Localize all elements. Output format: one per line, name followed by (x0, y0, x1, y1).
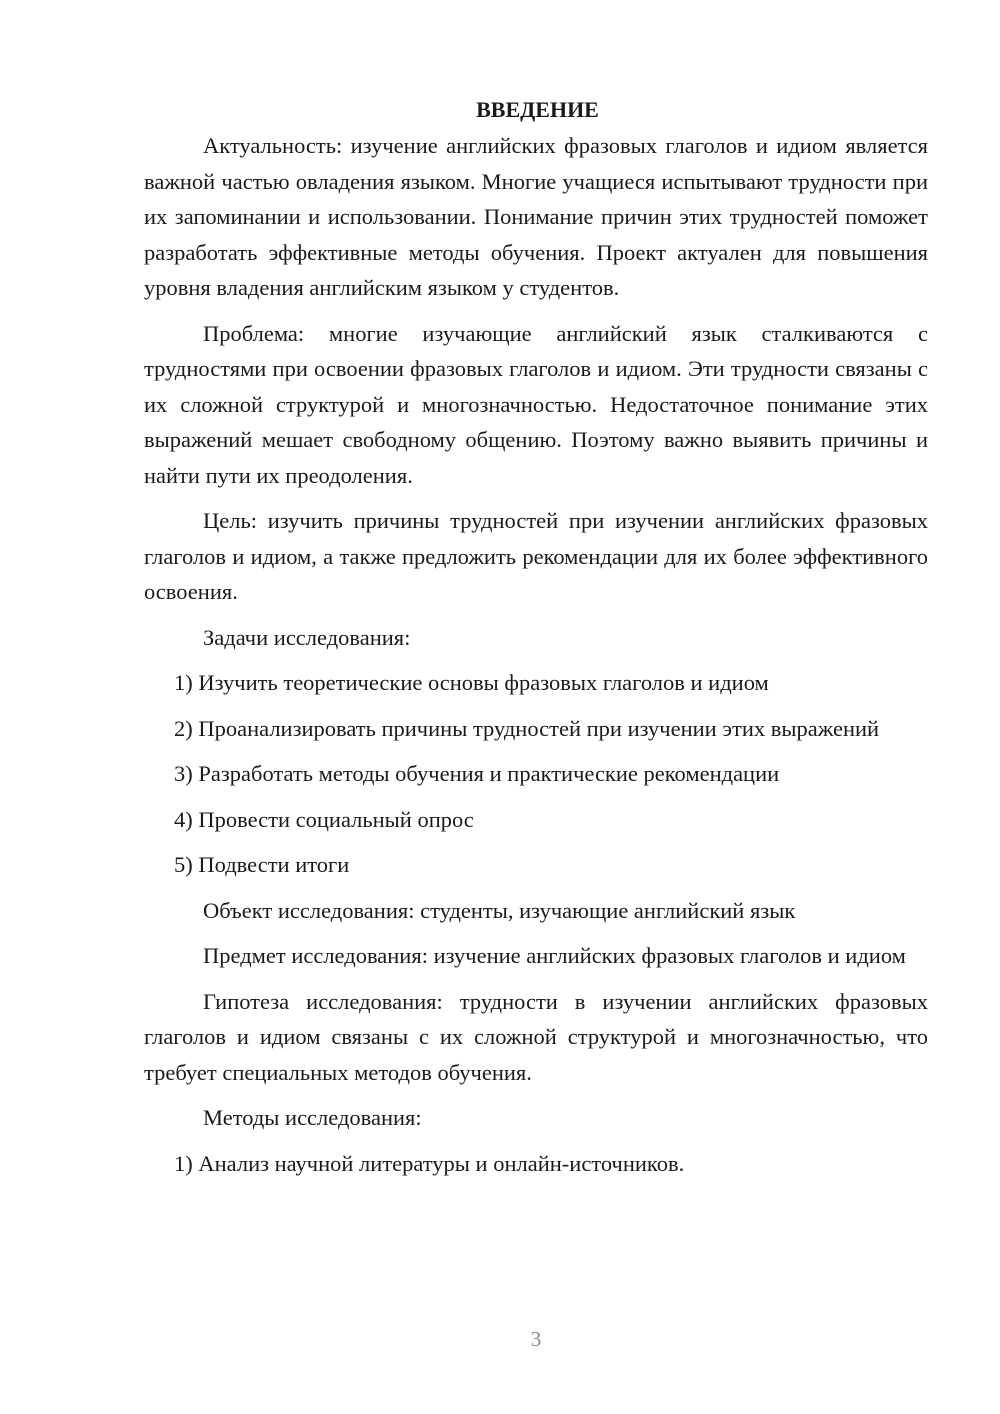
methods-heading: Методы исследования: (203, 1105, 422, 1130)
task-item-2: 2) Проанализировать причины трудностей при изучении этих выражений (174, 715, 880, 741)
task-item-3: 3) Разработать методы обучения и практические рекомендации (174, 761, 780, 786)
tasks-heading: Задачи исследования: (203, 624, 411, 650)
goal-paragraph: Цель: изучить причины трудностей при изучении английских фразовых глаголов и идиом, а также предложить рекомендации для их более эффективного освоения. (144, 508, 928, 604)
document-page (144, 92, 928, 1181)
object-paragraph: Объект исследования: студенты, изучающие английский язык (203, 897, 796, 923)
task-item-1: 1) Изучить теоретические основы фразовых глаголов и идиом (174, 670, 769, 695)
section-heading: ВВЕДЕНИЕ (476, 97, 599, 122)
subject-paragraph: Предмет исследования: изучение английских фразовых глаголов и идиом (203, 943, 906, 968)
task-item-4: 4) Провести социальный опрос (174, 806, 474, 832)
method-item-1: 1) Анализ научной литературы и онлайн-источников. (174, 1150, 685, 1176)
relevance-paragraph: Актуальность: изучение английских фразовых глаголов и идиом является важной частью овладения языком. Многие учащиеся испытывают трудности при их запоминании и использовании. Понимание причин этих трудностей поможет разработать эффективные методы обучения. Проект актуален для повышения уровня владения английским языком у студентов. (144, 133, 928, 300)
task-item-5: 5) Подвести итоги (174, 852, 350, 877)
page-number: 3 (530, 1327, 542, 1351)
hypothesis-paragraph: Гипотеза исследования: трудности в изучении английских фразовых глаголов и идиом связаны с их сложной структурой и многозначностью, что требует специальных методов обучения. (144, 988, 928, 1085)
problem-paragraph: Проблема: многие изучающие английский язык сталкиваются с трудностями при освоении фразовых глаголов и идиом. Эти трудности связаны с их сложной структурой и многозначностью. Недостаточное понимание этих выражений мешает свободному общению. Поэтому важно выявить причины и найти пути их преодоления. (144, 320, 928, 488)
